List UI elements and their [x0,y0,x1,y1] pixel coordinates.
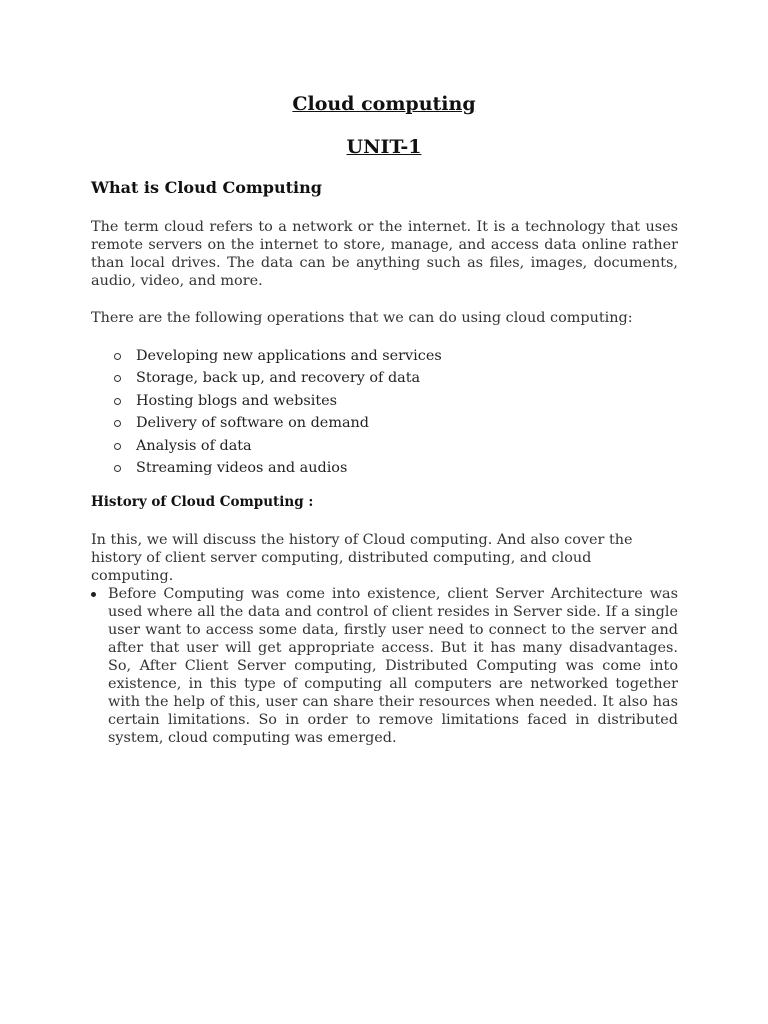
history-bullet-item [91,585,678,747]
list-item [91,390,678,412]
unit-title: UNIT-1 [346,136,422,158]
definition-paragraph: The term cloud refers to a network or the internet. It is a technology that uses remote servers on the internet to store, manage, and access data online rather than local drives. The data can be anything such as files, images, documents, audio, video, and more. [91,219,678,289]
list-item [91,435,678,457]
circle-bullet-icon [114,353,121,360]
section-heading-what-is-cloud: What is Cloud Computing [91,178,322,197]
list-item-label: Hosting blogs and websites [136,392,338,409]
document-title: Cloud computing [292,93,476,115]
list-item [91,345,678,367]
list-item [91,367,678,389]
circle-bullet-icon [114,465,121,472]
list-item [91,457,678,479]
operations-list [91,345,678,479]
list-item-label: Streaming videos and audios [136,459,348,476]
circle-bullet-icon [114,420,121,427]
history-bullet-text: Before Computing was come into existence, client Server Architecture was used where all the data and control of client resides in Server side. If a single user want to access some data, firstly user need to connect to the server and after that user will get appropriate access. But it has many disadvantages. So, After Client Server computing, Distributed Computing was come into existence, in this type of computing all computers are networked together with the help of this, user can share their resources when needed. It also has certain limitations. So in order to remove limitations faced in distributed system, cloud computing was emerged. [108,586,678,746]
circle-bullet-icon [114,375,121,382]
section-heading-history: History of Cloud Computing : [91,494,314,510]
operations-intro: There are the following operations that we can do using cloud computing: [91,310,633,326]
list-item-label: Analysis of data [136,437,252,454]
disc-bullet-icon [91,592,96,597]
circle-bullet-icon [114,443,121,450]
list-item [91,412,678,434]
circle-bullet-icon [114,398,121,405]
list-item-label: Delivery of software on demand [136,415,370,432]
history-intro-paragraph: In this, we will discuss the history of Cloud computing. And also cover the history of client server computing, distributed computing, and cloud computing. [91,532,633,584]
list-item-label: Storage, back up, and recovery of data [136,370,421,387]
list-item-label: Developing new applications and services [136,348,442,364]
